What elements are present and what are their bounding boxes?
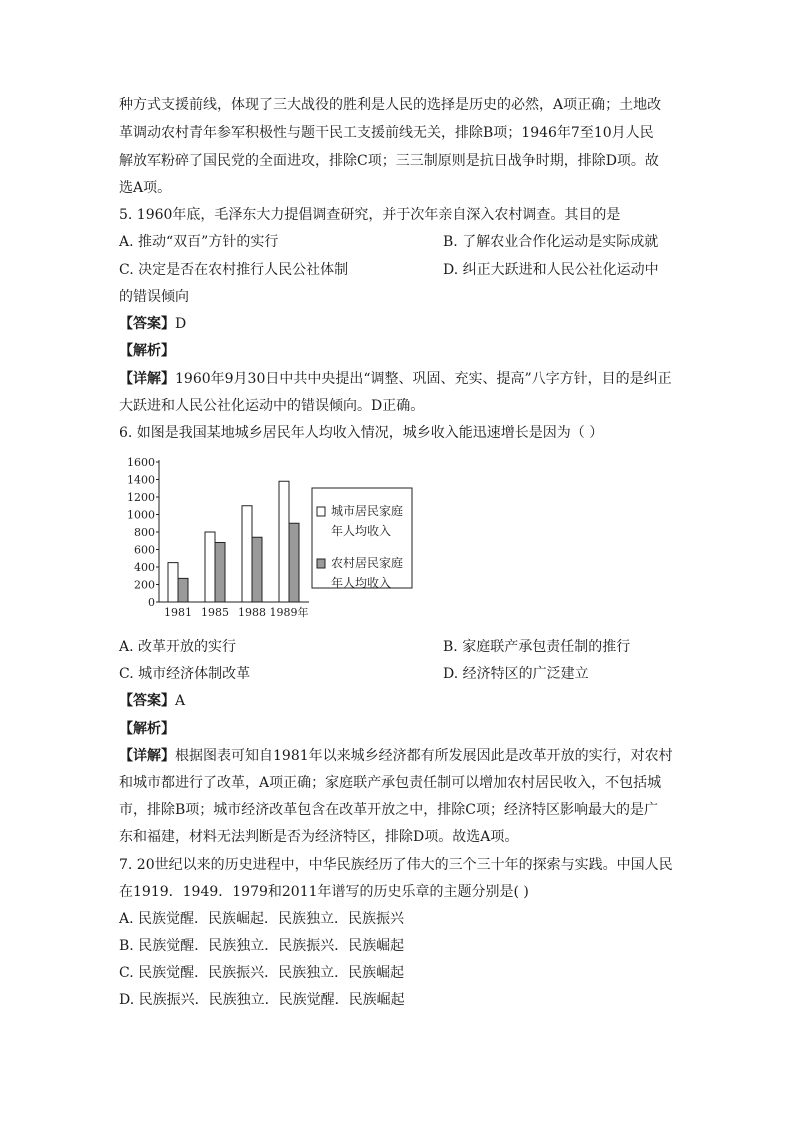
detail-label: 【详解】 — [119, 748, 175, 764]
q6-detail-line-3: 市，排除B项；城市经济改革包含在改革开放之中，排除C项；经济特区影响最大的是广 — [119, 802, 658, 818]
bar-urban — [279, 481, 289, 602]
y-tick-label: 1000 — [127, 508, 155, 522]
analysis-label: 【解析】 — [119, 343, 175, 359]
x-tick-label: 1989年 — [269, 606, 309, 619]
answer-value: A — [175, 693, 186, 709]
q6-detail-line-1 — [119, 747, 673, 765]
bar-rural — [289, 523, 299, 602]
x-tick-label: 1985 — [201, 606, 229, 619]
bar-rural — [215, 543, 225, 603]
bar-urban — [242, 506, 252, 602]
q7-stem-line-1: 7. 20世纪以来的历史进程中，中华民族经历了伟大的三个三十年的探索与实践。中国人民 — [119, 857, 673, 873]
income-bar-chart — [119, 455, 419, 625]
q5-option-d: D. 纠正大跃进和人民公社化运动中 — [443, 262, 659, 278]
q6-detail-line-4: 东和福建，材料无法判断是否为经济特区，排除D项。故选A项。 — [119, 829, 519, 845]
detail-label: 【详解】 — [119, 371, 175, 387]
q6-option-c: C. 城市经济体制改革 — [119, 666, 251, 682]
answer-label: 【答案】 — [119, 316, 175, 332]
income-chart-svg — [119, 455, 419, 625]
prev-explanation-line-4: 选A项。 — [119, 180, 172, 196]
q5-detail-line-2: 大跃进和人民公社化运动中的错误倾向。D正确。 — [119, 398, 425, 414]
q6-detail-line-2: 和城市都进行了改革，A项正确；家庭联产承包责任制可以增加农村居民收入，不包括城 — [119, 775, 662, 791]
prev-explanation-line-3: 解放军粉碎了国民党的全面进攻，排除C项；三三制原则是抗日战争时期，排除D项。故 — [119, 153, 659, 169]
y-tick-label: 400 — [134, 561, 155, 574]
q5-option-c: C. 决定是否在农村推行人民公社体制 — [119, 262, 349, 278]
legend-label: 年人均收入 — [331, 576, 392, 590]
q5-option-a: A. 推动“双百”方针的实行 — [119, 234, 279, 250]
bar-urban — [168, 563, 178, 602]
legend-label: 城市居民家庭 — [331, 504, 404, 518]
q7-stem-line-2: 在1919．1949．1979和2011年谱写的历史乐章的主题分别是( ) — [119, 884, 529, 900]
q5-option-b: B. 了解农业合作化运动是实际成就 — [443, 234, 659, 250]
q6-option-b: B. 家庭联产承包责任制的推行 — [443, 639, 631, 655]
prev-explanation-line-2: 革调动农村青年参军积极性与题干民工支援前线无关，排除B项；1946年7至10月人民 — [119, 125, 654, 141]
q7-option-c: C. 民族觉醒．民族振兴．民族独立．民族崛起 — [119, 965, 405, 981]
analysis-label: 【解析】 — [119, 721, 175, 737]
q7-option-b: B. 民族觉醒．民族独立．民族振兴．民族崛起 — [119, 938, 405, 954]
q6-answer — [119, 692, 185, 710]
legend-swatch-rural — [317, 559, 325, 568]
q6-option-a: A. 改革开放的实行 — [119, 639, 237, 655]
y-tick-label: 0 — [148, 596, 155, 609]
q5-answer — [119, 315, 186, 333]
answer-value: D — [175, 316, 187, 332]
bar-rural — [252, 537, 262, 602]
q5-option-d-cont: 的错误倾向 — [119, 289, 189, 305]
x-tick-label: 1988 — [238, 606, 266, 619]
y-tick-label: 1600 — [127, 456, 155, 469]
y-tick-label: 1400 — [127, 473, 155, 487]
q5-stem: 5. 1960年底，毛泽东大力提倡调查研究，并于次年亲自深入农村调查。其目的是 — [119, 207, 621, 223]
y-tick-label: 600 — [134, 543, 155, 557]
q7-option-a: A. 民族觉醒．民族崛起．民族独立．民族振兴 — [119, 911, 405, 927]
q6-analysis — [119, 720, 175, 738]
y-tick-label: 800 — [134, 526, 155, 539]
y-tick-label: 1200 — [127, 491, 155, 504]
x-tick-label: 1981 — [164, 606, 192, 619]
prev-explanation-line-1: 种方式支援前线，体现了三大战役的胜利是人民的选择是历史的必然，A项正确；土地改 — [119, 97, 662, 113]
q5-detail-line-1 — [119, 370, 672, 388]
q5-analysis — [119, 342, 175, 360]
legend-label: 年人均收入 — [331, 524, 392, 538]
q6-option-d: D. 经济特区的广泛建立 — [443, 666, 589, 682]
detail-text: 根据图表可知自1981年以来城乡经济都有所发展因此是改革开放的实行，对农村 — [175, 748, 673, 764]
bar-rural — [178, 578, 188, 602]
q7-option-d: D. 民族振兴．民族独立．民族觉醒．民族崛起 — [119, 992, 405, 1008]
q6-stem: 6. 如图是我国某地城乡居民年人均收入情况，城乡收入能迅速增长是因为（ ） — [119, 425, 604, 441]
bar-urban — [205, 532, 215, 602]
detail-text: 1960年9月30日中共中央提出“调整、巩固、充实、提高”八字方针，目的是纠正 — [175, 371, 672, 387]
legend-box — [312, 488, 412, 588]
answer-label: 【答案】 — [119, 693, 175, 709]
legend-swatch-urban — [317, 507, 325, 516]
y-tick-label: 200 — [134, 578, 155, 592]
legend-label: 农村居民家庭 — [331, 556, 404, 570]
